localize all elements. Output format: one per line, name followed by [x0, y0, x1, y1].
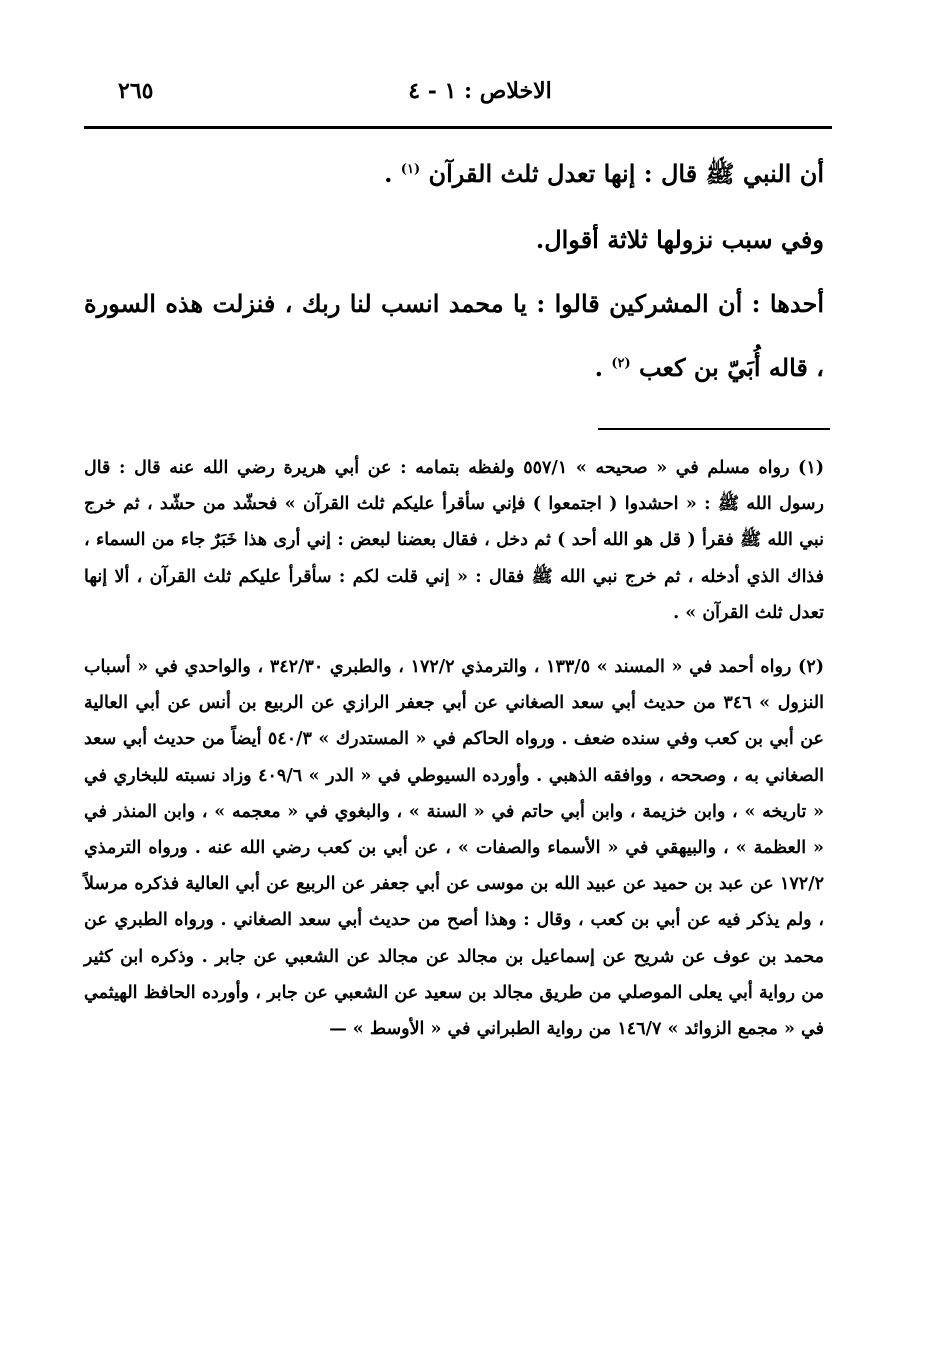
main-line-1: أن النبي ﷺ قال : إنها تعدل ثلث القرآن: [428, 159, 824, 188]
footnotes: [84, 450, 824, 1047]
footnote-ref-1: (١): [400, 162, 421, 177]
main-text: [84, 142, 824, 400]
main-paragraph-3-end: .: [594, 353, 612, 382]
footnote-ref-2: (٢): [611, 356, 631, 371]
header-rule: [84, 126, 832, 129]
footnote-separator: [598, 428, 830, 430]
footnote-2: (٢) رواه أحمد في « المسند » ١٣٣/٥ ، والترمذي ١٧٢/٢ ، والطبري ٣٤٢/٣٠ ، والواحدي في « أسباب النزول » ٣٤٦ من حديث أبي سعد الصغاني عن أبي جعفر الرازي عن الربيع بن أنس عن أبي العالية عن أبي بن كعب وفي سنده ضعف . ورواه الحاكم في « المستدرك » ٥٤٠/٣ أيضاً من حديث أبي سعد الصغاني به ، وصححه ، ووافقه الذهبي . وأورده السيوطي في « الدر » ٤٠٩/٦ وزاد نسبته للبخاري في « تاريخه » ، وابن خزيمة ، وابن أبي حاتم في « السنة » ، والبغوي في « معجمه » ، وابن المنذر في « العظمة » ، والبيهقي في « الأسماء والصفات » ، عن أبي بن كعب رضي الله عنه . ورواه الترمذي ١٧٢/٢ عن عبد بن حميد عن عبيد الله بن موسى عن أبي جعفر عن الربيع عن أبي العالية فذكره مرسلاً ، ولم يذكر فيه عن أبي بن كعب ، وقال : وهذا أصح من حديث أبي سعد الصغاني . ورواه الطبري عن محمد بن عوف عن شريح عن إسماعيل بن مجالد عن مجالد عن الشعبي عن جابر . وذكره ابن كثير من رواية أبي يعلى الموصلي من طريق مجالد بن سعيد عن الشعبي عن جابر ، وأورده الحافظ الهيثمي في « مجمع الزوائد » ١٤٦/٧ من رواية الطبراني في « الأوسط » —: [84, 657, 825, 1040]
main-paragraph-1: [84, 142, 824, 206]
page-number: ٢٦٥: [118, 78, 154, 104]
main-line-1-end: .: [384, 159, 401, 188]
main-paragraph-3-text: أحدها : أن المشركين قالوا : يا محمد انسب لنا ربك ، فنزلت هذه السورة ، قاله أُبَيّ بن كعب: [84, 289, 824, 382]
footnote-1: (١) رواه مسلم في « صحيحه » ٥٥٧/١ ولفظه بتمامه : عن أبي هريرة رضي الله عنه قال : قال رسول الله ﷺ : « احشدوا ( اجتمعوا ) فإني سأقرأ عليكم ثلث القرآن » فحشّد من حشّد ، ثم خرج نبي الله ﷺ فقرأ ( قل هو الله أحد ) ثم دخل ، فقال بعضنا لبعض : إني أرى هذا خَبَرٌ جاء من السماء ، فذاك الذي أدخله ، ثم خرج نبي الله ﷺ فقال : « إني قلت لكم : سأقرأ عليكم ثلث القرآن ، ألا إنها تعدل ثلث القرآن » .: [84, 458, 825, 623]
running-title: الاخلاص : ١ - ٤: [408, 78, 552, 104]
main-paragraph-3: [84, 272, 824, 400]
page-header: [80, 76, 840, 116]
main-paragraph-2: وفي سبب نزولها ثلاثة أقوال.: [535, 225, 824, 254]
